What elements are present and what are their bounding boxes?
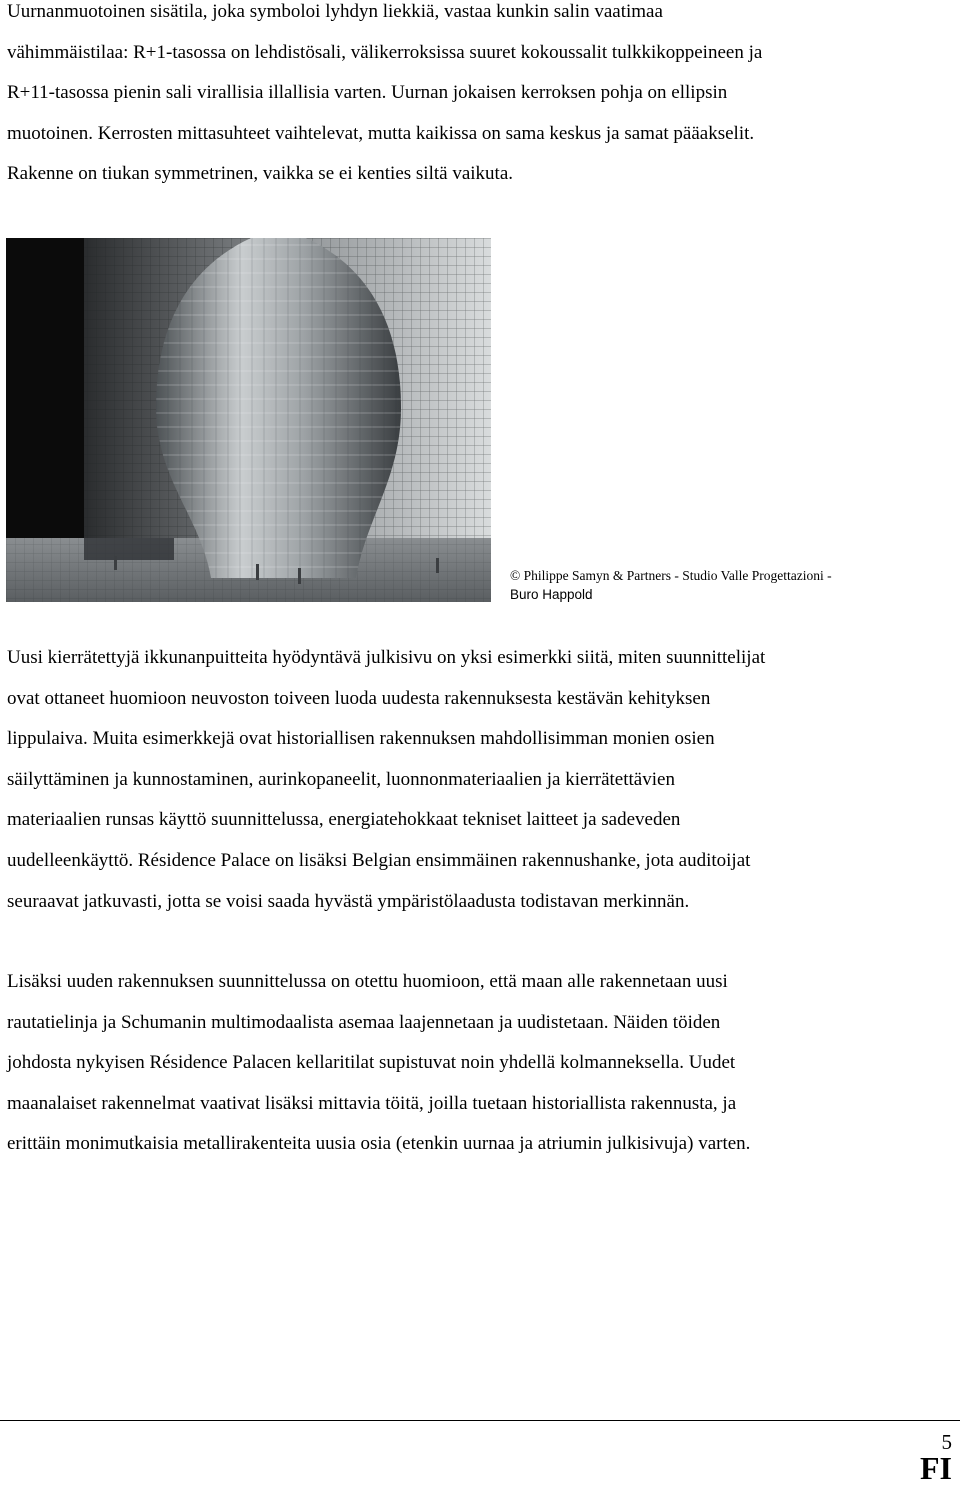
paragraph-line: R+11-tasossa pienin sali virallisia illallisia varten. Uurnan jokaisen kerroksen pohja on ellipsin	[7, 82, 728, 104]
language-code: FI	[920, 1450, 952, 1486]
caption-line: Buro Happold	[510, 587, 593, 602]
paragraph-line: muotoinen. Kerrosten mittasuhteet vaihtelevat, mutta kaikissa on sama keskus ja samat pääakselit.	[7, 122, 755, 144]
paragraph-sustainability	[7, 638, 953, 922]
page-number: 5	[941, 1430, 952, 1454]
photo-architectural-rendering-icon	[6, 238, 491, 602]
image-credit-caption	[510, 566, 950, 604]
paragraph-line: lippulaiva. Muita esimerkkejä ovat historiallisen rakennuksen mahdollisimman monien osien	[7, 728, 715, 750]
paragraph-urn-interior	[7, 0, 953, 195]
paragraph-line: säilyttäminen ja kunnostaminen, aurinkopaneelit, luonnonmateriaalien ja kierrätettävien	[7, 768, 675, 790]
paragraph-line: Lisäksi uuden rakennuksen suunnittelussa on otettu huomioon, että maan alle rakennetaan uusi	[7, 971, 728, 992]
paragraph-line: rautatielinja ja Schumanin multimodaalista asemaa laajennetaan ja uudistetaan. Näiden töiden	[7, 1011, 721, 1033]
paragraph-line: uudelleenkäyttö. Résidence Palace on lisäksi Belgian ensimmäinen rakennushanke, jota auditoijat	[7, 849, 751, 871]
footer-divider	[0, 1420, 960, 1421]
paragraph-line: erittäin monimutkaisia metallirakenteita uusia osia (etenkin uurnaa ja atriumin julkisivuja) varten.	[7, 1133, 751, 1155]
paragraph-line: materiaalien runsas käyttö suunnittelussa, energiatehokkaat tekniset laitteet ja sadeveden	[7, 809, 681, 831]
caption-line: © Philippe Samyn & Partners - Studio Valle Progettazioni -	[510, 568, 832, 583]
paragraph-underground-works	[7, 962, 953, 1165]
architectural-rendering-image	[6, 238, 491, 602]
paragraph-line: ovat ottaneet huomioon neuvoston toiveen luoda uudesta rakennuksesta kestävän kehityksen	[7, 687, 711, 709]
paragraph-line: maanalaiset rakennelmat vaativat lisäksi mittavia töitä, joilla tuetaan historiallista rakennusta, ja	[7, 1092, 737, 1114]
paragraph-line: vähimmäistilaa: R+1-tasossa on lehdistösali, välikerroksissa suuret kokoussalit tulkkikoppeineen ja	[7, 41, 763, 63]
paragraph-line: Uurnanmuotoinen sisätila, joka symboloi lyhdyn liekkiä, vastaa kunkin salin vaatimaa	[7, 1, 663, 22]
paragraph-line: seuraavat jatkuvasti, jotta se voisi saada hyvästä ympäristölaadusta todistavan merkinnän.	[7, 890, 690, 912]
paragraph-line: Uusi kierrätettyjä ikkunanpuitteita hyödyntävä julkisivu on yksi esimerkki siitä, miten suunnittelijat	[7, 647, 766, 668]
paragraph-line: Rakenne on tiukan symmetrinen, vaikka se ei kenties siltä vaikuta.	[7, 163, 514, 185]
paragraph-line: johdosta nykyisen Résidence Palacen kellaritilat supistuvat noin yhdellä kolmanneksella. Uudet	[7, 1052, 736, 1074]
